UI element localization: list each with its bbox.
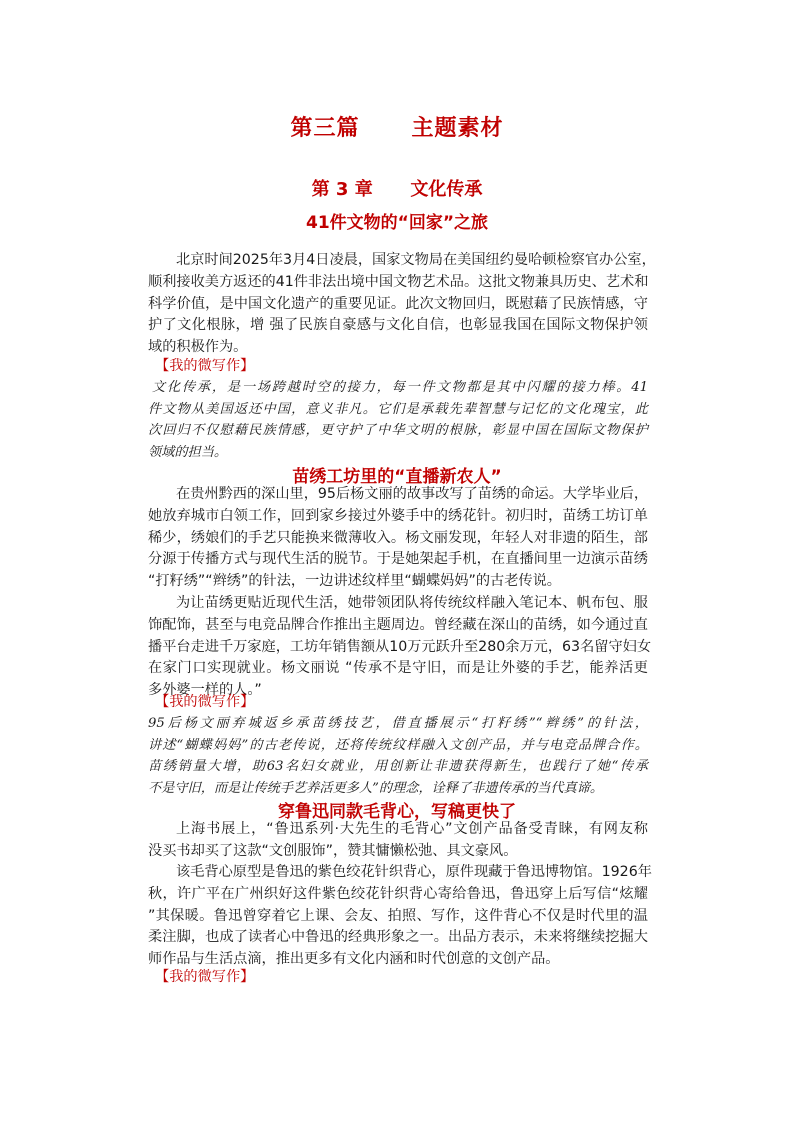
section-title-3: 穿鲁迅同款毛背心，写稿更快了	[278, 802, 516, 822]
part-title: 第三篇 主题素材	[290, 116, 504, 141]
text-line: 科学价值，是中国文化遗产的重要见证。此次文物回归，既慰藉了民族情感，守	[148, 295, 648, 312]
micro-writing-note-1	[148, 377, 648, 463]
text-line: 多外婆一样的人。”	[148, 682, 262, 699]
text-line: 分源于传播方式与现代生活的脱节。于是她架起手机，在直播间里一边演示苗绣	[148, 551, 648, 568]
text-line: ”其保暖。鲁迅曾穿着它上课、会友、拍照、写作，这件背心不仅是时代里的温	[148, 907, 648, 924]
section-1-paragraph-1	[148, 250, 656, 359]
note-line: 95后杨文丽弃城返乡承苗绣技艺，借直播展示“打籽绣”“辫绣”的针法，	[148, 716, 648, 731]
note-line: 领域的担当。	[148, 444, 228, 460]
micro-writing-note-2	[148, 713, 648, 799]
chapter-title: 第 3 章 文化传承	[311, 179, 483, 200]
text-line: 秋，许广平在广州织好这件紫色绞花针织背心寄给鲁迅，鲁迅穿上后写信“炫耀	[148, 885, 648, 902]
text-line: 护了文化根脉，增 强了民族自豪感与文化自信，也彰显我国在国际文物保护领	[148, 317, 648, 334]
text-line: 稀少，绣娘们的手艺只能换来微薄收入。杨文丽发现，年轻人对非遗的陌生，部	[148, 529, 648, 546]
section-title-1: 41件文物的“回家”之旅	[305, 213, 488, 233]
micro-writing-tag-3: 【我的微写作】	[155, 969, 255, 985]
text-line: 她放弃城市白领工作，回到家乡接过外婆手中的绣花针。初归时，苗绣工坊订单	[148, 507, 648, 524]
text-line: 在家门口实现就业。杨文丽说 “传承不是守旧，而是让外婆的手艺，能养活更	[148, 660, 648, 677]
text-line: 为让苗绣更贴近现代生活，她带领团队将传统纹样融入笔记本、帆布包、服	[176, 595, 648, 611]
text-line: “打籽绣”“辫绣”的针法，一边讲述纹样里“蝴蝶妈妈”的古老传说。	[148, 573, 561, 590]
text-line: 域的积极作为。	[148, 339, 248, 356]
note-line: 讲述“蝴蝶妈妈”的古老传说，还将传统纹样融入文创产品，并与电竞品牌合作。	[148, 737, 648, 753]
note-line: 件文物从美国返还中国，意义非凡。它们是承载先辈智慧与记忆的文化瑰宝，此	[148, 401, 648, 417]
text-line: 该毛背心原型是鲁迅的紫色绞花针织背心，原件现藏于鲁迅博物馆。1926年	[176, 864, 652, 880]
section-2-paragraph-1	[148, 484, 648, 593]
note-line: 苗绣销量大增，助63名妇女就业，用创新让非遗获得新生，也践行了她“传承	[148, 759, 648, 775]
text-line: 播平台走进千万家庭，工坊年销售额从10万元跃升至280余万元，63名留守妇女	[148, 638, 652, 655]
note-line: 文化传承，是一场跨越时空的接力，每一件文物都是其中闪耀的接力棒。41	[152, 380, 648, 395]
section-title-2: 苗绣工坊里的“直播新农人”	[292, 467, 502, 487]
text-line: 上海书展上，“鲁迅系列·大先生的毛背心”文创产品备受青睐，有网友称	[176, 821, 648, 837]
note-line: 次回归不仅慰藉民族情感，更守护了中华文明的根脉，彰显中国在国际文物保护	[148, 423, 648, 439]
section-3-paragraph-2	[148, 862, 652, 971]
text-line: 顺利接收美方返还的41件非法出境中国文物艺术品。这批文物兼具历史、艺术和	[148, 273, 649, 290]
section-2-paragraph-2	[148, 593, 652, 702]
text-line: 在贵州黔西的深山里，95后杨文丽的故事改写了苗绣的命运。大学毕业后，	[176, 486, 649, 502]
text-line: 柔注脚，也成了读者心中鲁迅的经典形象之一。出品方表示，未来将继续挖掘大	[148, 929, 648, 946]
text-line: 师作品与生活点滴，推出更多有文化内涵和时代创意的文创产品。	[148, 951, 560, 968]
micro-writing-tag-2: 【我的微写作】	[155, 694, 255, 710]
text-line: 没买书却买了这款“文创服饰”，赞其慵懒松弛、具文豪风。	[148, 842, 518, 859]
text-line: 北京时间2025年3月4日凌晨，国家文物局在美国纽约曼哈顿检察官办公室，	[176, 252, 656, 268]
text-line: 饰配饰，甚至与电竞品牌合作推出主题周边。曾经藏在深山的苗绣，如今通过直	[148, 616, 648, 633]
micro-writing-tag-1: 【我的微写作】	[155, 358, 255, 374]
section-3-paragraph-1	[148, 819, 648, 863]
note-line: 不是守旧，而是让传统手艺养活更多人”的理念，诠释了非遗传承的当代真谛。	[148, 780, 604, 796]
